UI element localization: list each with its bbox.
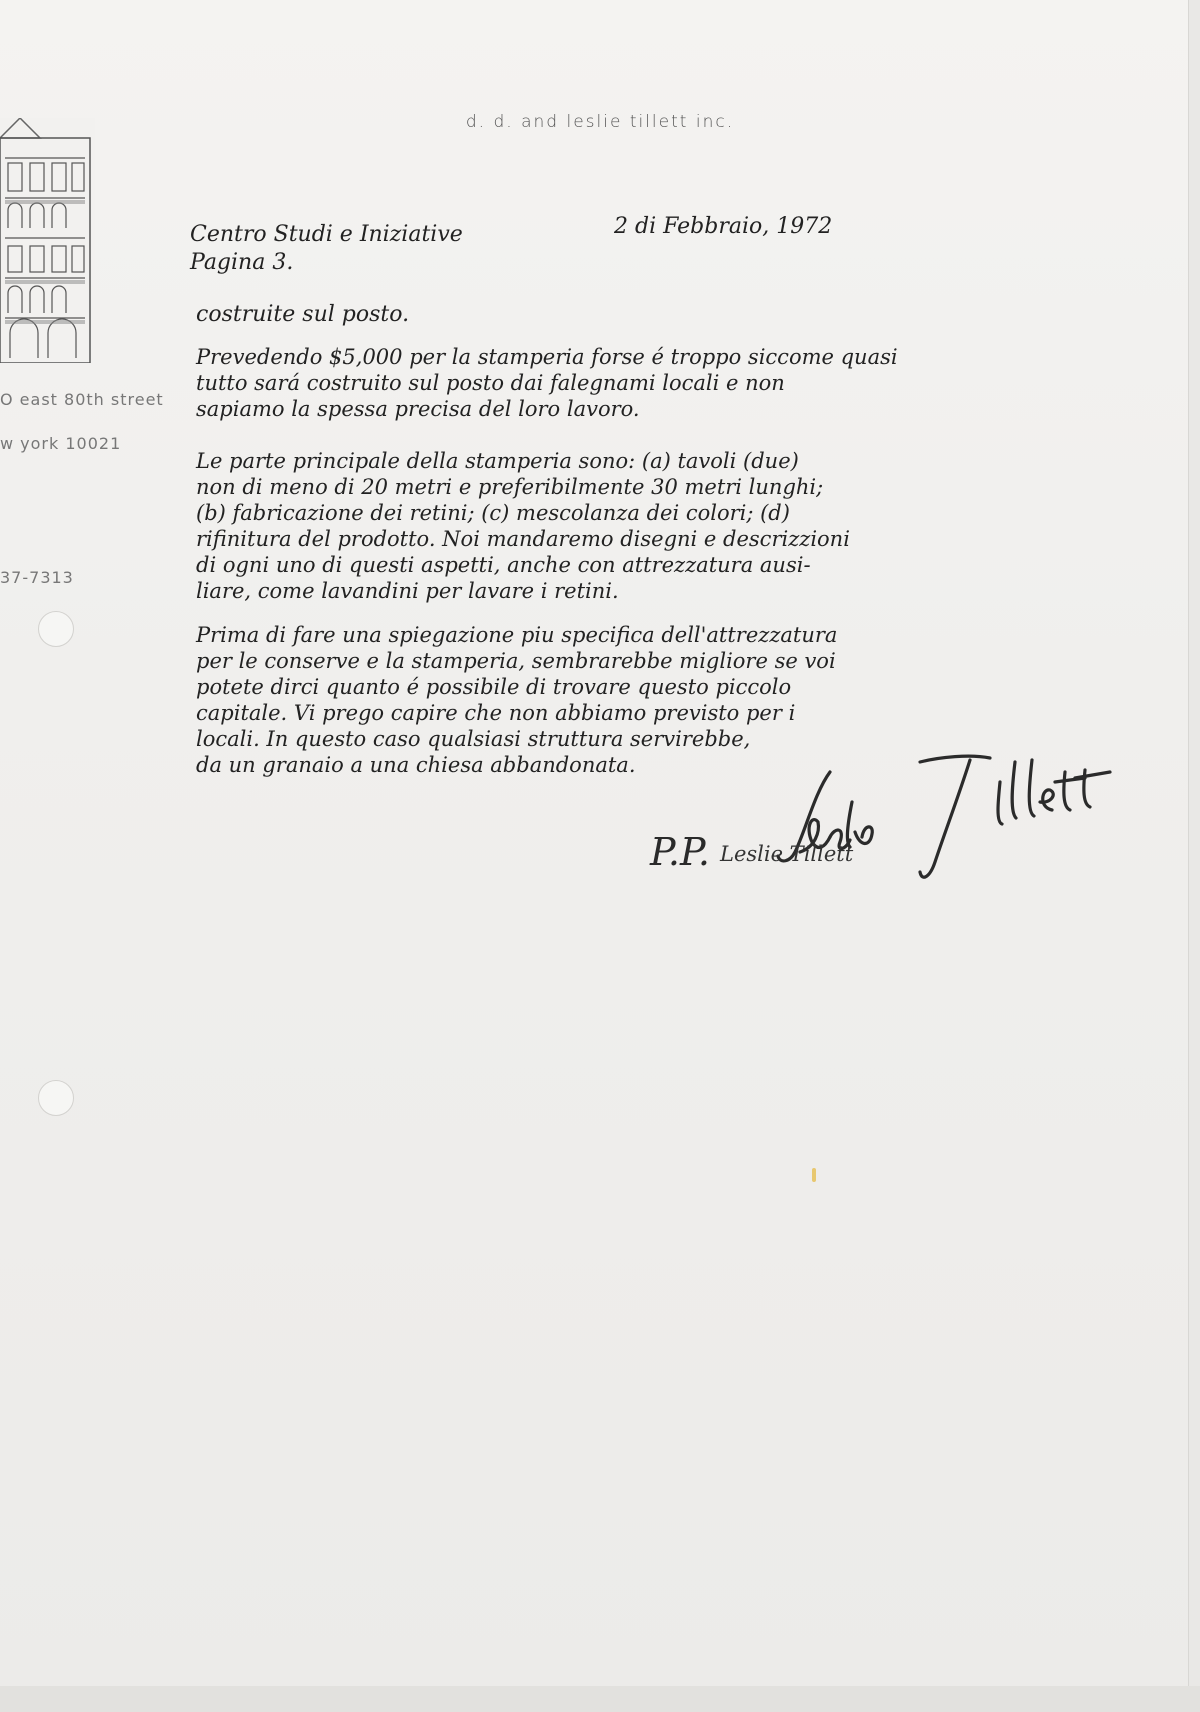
text-line: capitale. Vi prego capire che non abbiamo previsto per i	[196, 701, 796, 725]
page-number: Pagina 3.	[190, 250, 294, 275]
text-line: liare, come lavandini per lavare i retini.	[196, 579, 619, 603]
handwritten-signature	[640, 752, 1120, 902]
text-line: Le parte principale della stamperia sono: (a) tavoli (due)	[196, 449, 799, 473]
background-surface	[0, 1686, 1200, 1712]
binder-hole	[38, 611, 74, 647]
paragraph-1	[196, 344, 898, 422]
letterhead-city: w york 10021	[0, 434, 122, 453]
text-line: tutto sará costruito sul posto dai falegnami locali e non	[196, 371, 785, 395]
text-line: (b) fabricazione dei retini; (c) mescolanza dei colori; (d)	[196, 501, 790, 525]
date: 2 di Febbraio, 1972	[614, 214, 833, 239]
text-line: non di meno di 20 metri e preferibilmente 30 metri lunghi;	[196, 475, 824, 499]
text-line: Prima di fare una spiegazione piu specifica dell'attrezzatura	[196, 623, 838, 647]
continuation-line: costruite sul posto.	[196, 302, 410, 327]
paper-speck	[812, 1168, 816, 1182]
letterhead-company: d. d. and leslie tillett inc.	[465, 112, 735, 132]
building-illustration	[0, 118, 95, 363]
typed-name: Leslie Tillett	[720, 842, 854, 866]
text-line: da un granaio a una chiesa abbandonata.	[196, 753, 636, 777]
letterhead-phone: 37-7313	[0, 568, 74, 587]
binder-hole	[38, 1080, 74, 1116]
text-line: potete dirci quanto é possibile di trovare questo piccolo	[196, 675, 792, 699]
recipient: Centro Studi e Iniziative	[190, 222, 463, 247]
text-line: sapiamo la spessa precisa del loro lavoro.	[196, 397, 640, 421]
text-line: per le conserve e la stamperia, sembrarebbe migliore se voi	[196, 649, 836, 673]
text-line: Prevedendo $5,000 per la stamperia forse é troppo siccome quasi	[196, 345, 898, 369]
text-line: locali. In questo caso qualsiasi struttura servirebbe,	[196, 727, 751, 751]
text-line: rifinitura del prodotto. Noi mandaremo disegni e descrizzioni	[196, 527, 850, 551]
pp-mark: P.P.	[650, 830, 710, 874]
text-line: di ogni uno di questi aspetti, anche con attrezzatura ausi-	[196, 553, 811, 577]
letterhead-street: O east 80th street	[0, 390, 164, 409]
paragraph-2	[196, 448, 850, 604]
